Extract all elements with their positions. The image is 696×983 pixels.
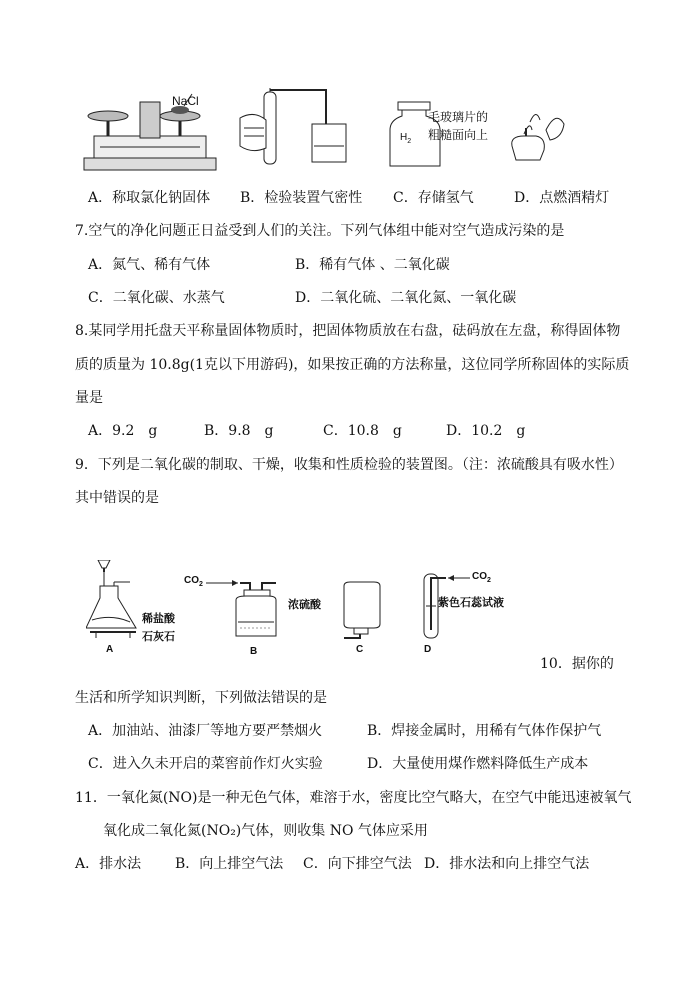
q11-stem-line-2: 氧化成二氧化氮(NO₂)气体，则收集 NO 气体应采用 [103, 823, 428, 839]
glass-note-line-2: 粗糙面向上 [428, 128, 489, 142]
q10-option-d: D．大量使用煤作燃料降低生产成本 [367, 756, 589, 772]
apparatus-a-figure [86, 560, 146, 646]
nacl-label: NaCl [172, 94, 199, 108]
q9-stem-line-1: 9．下列是二氧化碳的制取、干燥，收集和性质检验的装置图。（注：浓硫酸具有吸水性） [75, 457, 623, 473]
q7-option-a: A．氮气、稀有气体 [88, 257, 211, 273]
q10-stem-start: 10．据你的 [540, 656, 614, 672]
q11-option-b: B．向上排空气法 [175, 856, 284, 872]
q8-stem-line-3: 量是 [75, 390, 103, 406]
q11-option-c: C．向下排空气法 [303, 856, 412, 872]
dilute-hcl-label: 稀盐酸 [142, 613, 175, 625]
q8-option-a: A．9.2 g [88, 423, 158, 439]
q8-stem-line-2: 质的质量为 10.8g(1克以下用游码)，如果按正确的方法称量，这位同学所称固体的实际质 [75, 357, 630, 373]
q10-option-a: A．加油站、油漆厂等地方要严禁烟火 [88, 723, 323, 739]
q8-option-b: B．9.8 g [204, 423, 274, 439]
q7-option-c: C．二氧化碳、水蒸气 [88, 290, 225, 306]
airtightness-check-figure [236, 88, 356, 172]
apparatus-c-figure [340, 580, 384, 640]
limestone-label: 石灰石 [142, 631, 175, 643]
label-d: D [424, 644, 432, 655]
label-c: C [356, 644, 364, 655]
q6-option-b: B．检验装置气密性 [240, 190, 363, 206]
q7-stem: 7.空气的净化问题正日益受到人们的关注。下列气体组中能对空气造成污染的是 [75, 223, 565, 239]
q10-option-c: C．进入久未开启的菜窖前作灯火实验 [88, 756, 323, 772]
conc-h2so4-label: 浓硫酸 [288, 599, 321, 611]
q7-option-b: B．稀有气体 、二氧化碳 [295, 257, 450, 273]
glass-note-line-1: 毛玻璃片的 [428, 110, 489, 124]
apparatus-b-figure [206, 576, 288, 642]
h2-label: $H_2$ [400, 132, 412, 145]
q6-option-a: A．称取氯化钠固体 [88, 190, 211, 206]
q11-option-a: A．排水法 [75, 856, 142, 872]
q9-stem-line-2: 其中错误的是 [75, 490, 159, 506]
label-a: A [106, 644, 114, 655]
q8-option-d: D．10.2 g [446, 423, 526, 439]
alcohol-lamp-figure [506, 100, 570, 164]
q7-option-d: D．二氧化硫、二氧化氮、一氧化碳 [295, 290, 517, 306]
q6-option-c: C．存储氢气 [393, 190, 474, 206]
q11-stem-line-1: 11．一氧化氮(NO)是一种无色气体，难溶于水，密度比空气略大，在空气中能迅速被氧气 [75, 790, 632, 806]
q6-option-d: D．点燃酒精灯 [514, 190, 610, 206]
label-b: B [250, 646, 258, 657]
q8-stem-line-1: 8.某同学用托盘天平称量固体物质时，把固体物质放在右盘，砝码放在左盘，称得固体物 [75, 323, 621, 339]
co2-label-d: $CO_2$ [472, 571, 491, 584]
q11-option-d: D．排水法和向上排空气法 [424, 856, 590, 872]
balance-figure [80, 88, 220, 174]
co2-label-b: $CO_2$ [184, 575, 203, 588]
q8-option-c: C．10.8 g [323, 423, 402, 439]
litmus-label: 紫色石蕊试液 [438, 597, 504, 609]
q10-stem-rest: 生活和所学知识判断，下列做法错误的是 [75, 690, 327, 706]
q10-option-b: B．焊接金属时，用稀有气体作保护气 [367, 723, 602, 739]
